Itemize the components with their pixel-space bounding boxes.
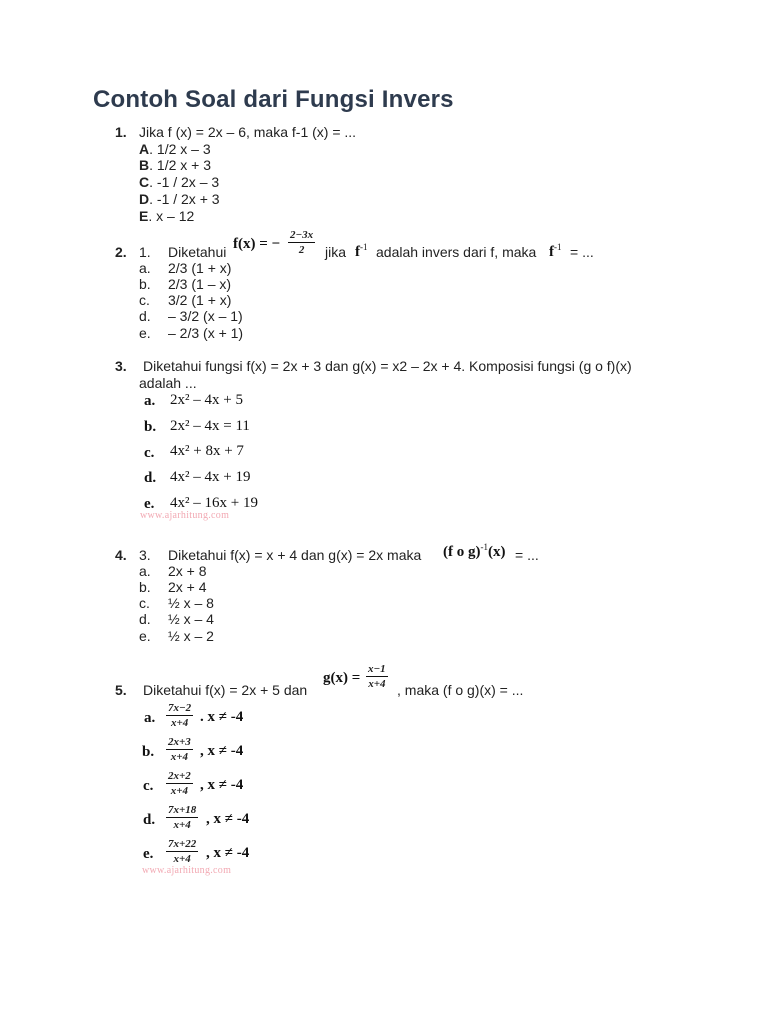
q3-option-e-label: e. bbox=[144, 496, 155, 512]
q5-formula-fraction: $\frac{x-1}{x+4}$ bbox=[368, 663, 386, 690]
q3-option-a-label: a. bbox=[144, 393, 156, 409]
q5-option-c-label: c. bbox=[143, 778, 154, 794]
q4-option-b: 2x + 4 bbox=[168, 579, 207, 595]
question-number-5: 5. bbox=[115, 682, 127, 698]
question-number-3: 3. bbox=[115, 358, 127, 374]
q2-finv-2: $f^{-1}$ bbox=[549, 242, 562, 260]
q2-option-d: – 3/2 (x – 1) bbox=[168, 308, 243, 324]
q1-option-d: D. -1 / 2x + 3 bbox=[139, 191, 220, 207]
q2-option-b-label: b. bbox=[139, 276, 151, 292]
watermark-2: www.ajarhitung.com bbox=[142, 865, 232, 876]
q2-text-end: = ... bbox=[570, 244, 594, 260]
q5-option-a-label: a. bbox=[144, 710, 156, 726]
q5-formula-gx: g(x) = bbox=[323, 670, 361, 686]
q1-option-e: E. x – 12 bbox=[139, 208, 195, 224]
page-title: Contoh Soal dari Fungsi Invers bbox=[93, 86, 454, 113]
question-number-1: 1. bbox=[115, 124, 127, 140]
q3-option-b: 2x² – 4x = 11 bbox=[170, 418, 250, 434]
q2-option-c-label: c. bbox=[139, 292, 150, 308]
question-2-subnumber: 1. bbox=[139, 244, 151, 260]
q2-option-d-label: d. bbox=[139, 308, 151, 324]
q4-option-d-label: d. bbox=[139, 611, 151, 627]
q5-option-c-condition: , x ≠ -4 bbox=[200, 777, 244, 793]
q2-option-e-label: e. bbox=[139, 325, 151, 341]
q1-option-c: C. -1 / 2x – 3 bbox=[139, 174, 220, 190]
q4-formula: (f o g)$^{-1}$(x) bbox=[443, 542, 506, 560]
q2-option-a-label: a. bbox=[139, 260, 151, 276]
question-3-line-1: Diketahui fungsi f(x) = 2x + 3 dan g(x) = x2 – 2x + 4. Komposisi fungsi (g o f)(x) bbox=[143, 358, 632, 374]
q2-option-c: 3/2 (1 + x) bbox=[168, 292, 232, 308]
q5-text-end: , maka (f o g)(x) = ... bbox=[397, 682, 524, 698]
q4-option-c: ½ x – 8 bbox=[168, 595, 214, 611]
q5-option-b-fraction: $\frac{2x+3}{x+4}$ bbox=[168, 736, 191, 763]
q2-text-jika: jika bbox=[325, 244, 347, 260]
q1-option-a: A. 1/2 x – 3 bbox=[139, 141, 211, 157]
q5-option-e-label: e. bbox=[143, 846, 154, 862]
q5-option-b-label: b. bbox=[142, 744, 155, 760]
q2-finv-1: $f^{-1}$ bbox=[355, 242, 368, 260]
q3-option-e: 4x² – 16x + 19 bbox=[170, 495, 258, 511]
q2-text-mid: adalah invers dari f, maka bbox=[376, 244, 537, 260]
q3-option-d-label: d. bbox=[144, 470, 157, 486]
q4-option-a-label: a. bbox=[139, 563, 151, 579]
q4-option-e: ½ x – 2 bbox=[168, 628, 214, 644]
q5-option-a-condition: . x ≠ -4 bbox=[200, 709, 244, 725]
q2-option-a: 2/3 (1 + x) bbox=[168, 260, 232, 276]
q3-option-b-label: b. bbox=[144, 419, 157, 435]
question-4-subnumber: 3. bbox=[139, 547, 151, 563]
question-number-4: 4. bbox=[115, 547, 127, 563]
q2-formula-fraction: $\frac{2-3x}{2}$ bbox=[290, 229, 314, 256]
watermark-1: www.ajarhitung.com bbox=[140, 510, 230, 521]
q4-option-a: 2x + 8 bbox=[168, 563, 207, 579]
q3-option-c: 4x² + 8x + 7 bbox=[170, 443, 244, 459]
question-4-intro: Diketahui f(x) = x + 4 dan g(x) = 2x maka bbox=[168, 547, 422, 563]
q4-option-d: ½ x – 4 bbox=[168, 611, 214, 627]
question-5-intro: Diketahui f(x) = 2x + 5 dan bbox=[143, 682, 308, 698]
q3-option-d: 4x² – 4x + 19 bbox=[170, 469, 251, 485]
q5-option-b-condition: , x ≠ -4 bbox=[200, 743, 244, 759]
q4-option-b-label: b. bbox=[139, 579, 151, 595]
q3-option-a: 2x² – 4x + 5 bbox=[170, 392, 243, 408]
q4-option-c-label: c. bbox=[139, 595, 150, 611]
question-3-line-2: adalah ... bbox=[139, 375, 197, 391]
question-2-intro: Diketahui bbox=[168, 244, 227, 260]
question-number-2: 2. bbox=[115, 244, 127, 260]
q5-option-c-fraction: $\frac{2x+2}{x+4}$ bbox=[168, 770, 191, 797]
q2-option-b: 2/3 (1 – x) bbox=[168, 276, 232, 292]
q4-text-end: = ... bbox=[515, 547, 539, 563]
q5-option-d-label: d. bbox=[143, 812, 156, 828]
q5-option-e-condition: , x ≠ -4 bbox=[206, 845, 250, 861]
q2-option-e: – 2/3 (x + 1) bbox=[168, 325, 244, 341]
q2-formula-fx: f(x) = − bbox=[233, 236, 281, 252]
q5-option-d-condition: , x ≠ -4 bbox=[206, 811, 250, 827]
q5-option-d-fraction: $\frac{7x+18}{x+4}$ bbox=[168, 804, 197, 831]
q5-option-e-fraction: $\frac{7x+22}{x+4}$ bbox=[168, 838, 197, 865]
q3-option-c-label: c. bbox=[144, 445, 155, 461]
q5-option-a-fraction: $\frac{7x-2}{x+4}$ bbox=[168, 702, 192, 729]
q4-option-e-label: e. bbox=[139, 628, 151, 644]
q1-option-b: B. 1/2 x + 3 bbox=[139, 157, 211, 173]
question-1-text: Jika f (x) = 2x – 6, maka f-1 (x) = ... bbox=[139, 124, 357, 140]
